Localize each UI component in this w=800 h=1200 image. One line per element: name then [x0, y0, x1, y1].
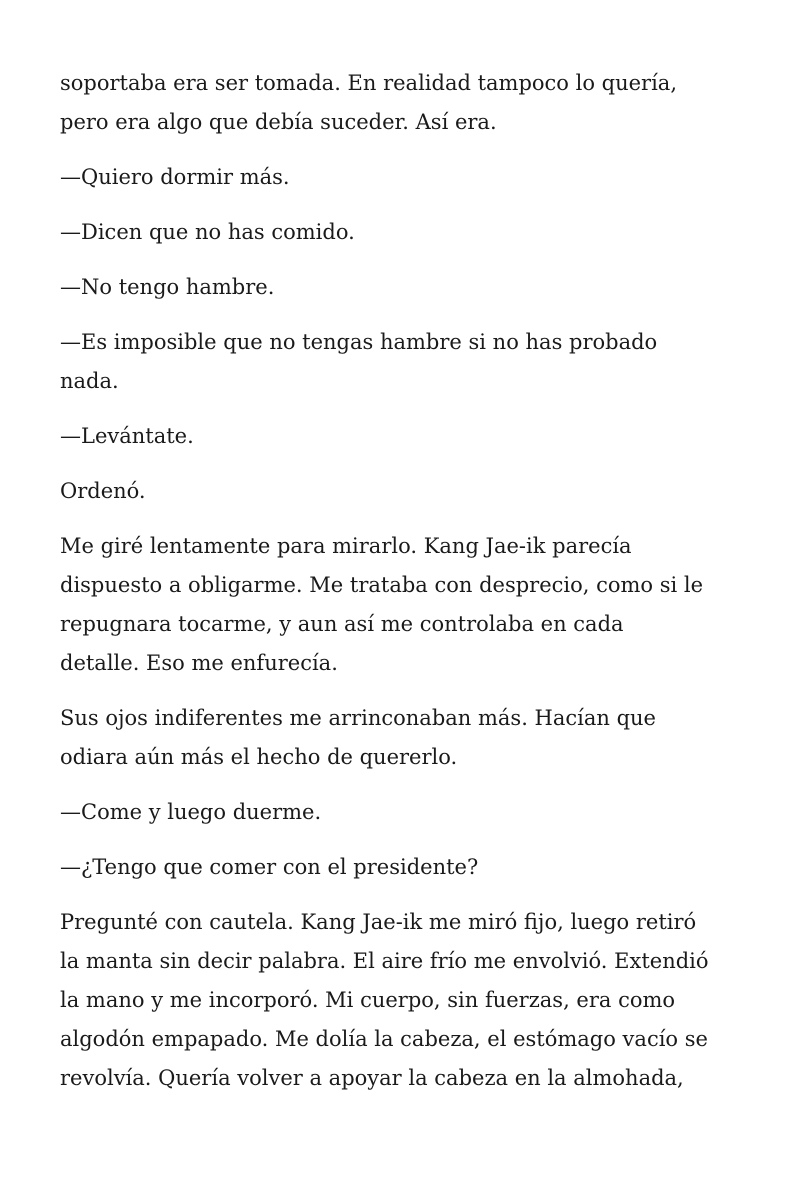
- text-line: —Dicen que no has comido.: [60, 220, 355, 244]
- text-line: —No tengo hambre.: [60, 275, 275, 299]
- text-line: —¿Tengo que comer con el presidente?: [60, 855, 479, 879]
- dialogue-line: [60, 268, 750, 307]
- dialogue-line: [60, 213, 750, 252]
- text-line: —Es imposible que no tengas hambre si no has probado: [60, 330, 658, 354]
- text-line: revolvía. Quería volver a apoyar la cabeza en la almohada,: [60, 1066, 684, 1090]
- text-line: algodón empapado. Me dolía la cabeza, el estómago vacío se: [60, 1027, 708, 1051]
- text-line: Sus ojos indiferentes me arrinconaban más. Hacían que: [60, 706, 656, 730]
- text-line: repugnara tocarme, y aun así me controlaba en cada: [60, 612, 624, 636]
- paragraph: [60, 527, 750, 683]
- text-line: Pregunté con cautela. Kang Jae-ik me miró fijo, luego retiró: [60, 910, 697, 934]
- text-line: odiara aún más el hecho de quererlo.: [60, 745, 458, 769]
- dialogue-line: [60, 417, 750, 456]
- text-line: Ordenó.: [60, 479, 146, 503]
- text-line: nada.: [60, 369, 119, 393]
- text-line: soportaba era ser tomada. En realidad tampoco lo quería,: [60, 71, 677, 95]
- document-page: [60, 64, 750, 1114]
- text-line: detalle. Eso me enfurecía.: [60, 651, 338, 675]
- text-line: —Come y luego duerme.: [60, 800, 322, 824]
- dialogue-line: [60, 848, 750, 887]
- paragraph: [60, 699, 750, 777]
- paragraph: [60, 472, 750, 511]
- dialogue-line: [60, 793, 750, 832]
- paragraph: [60, 903, 750, 1098]
- text-line: la manta sin decir palabra. El aire frío me envolvió. Extendió: [60, 949, 709, 973]
- text-line: —Levántate.: [60, 424, 194, 448]
- paragraph-1: [60, 64, 750, 142]
- text-line: —Quiero dormir más.: [60, 165, 290, 189]
- dialogue-line: [60, 323, 750, 401]
- dialogue-line: [60, 158, 750, 197]
- text-line: la mano y me incorporó. Mi cuerpo, sin fuerzas, era como: [60, 988, 676, 1012]
- text-line: pero era algo que debía suceder. Así era.: [60, 110, 497, 134]
- text-line: dispuesto a obligarme. Me trataba con desprecio, como si le: [60, 573, 704, 597]
- text-line: Me giré lentamente para mirarlo. Kang Jae-ik parecía: [60, 534, 632, 558]
